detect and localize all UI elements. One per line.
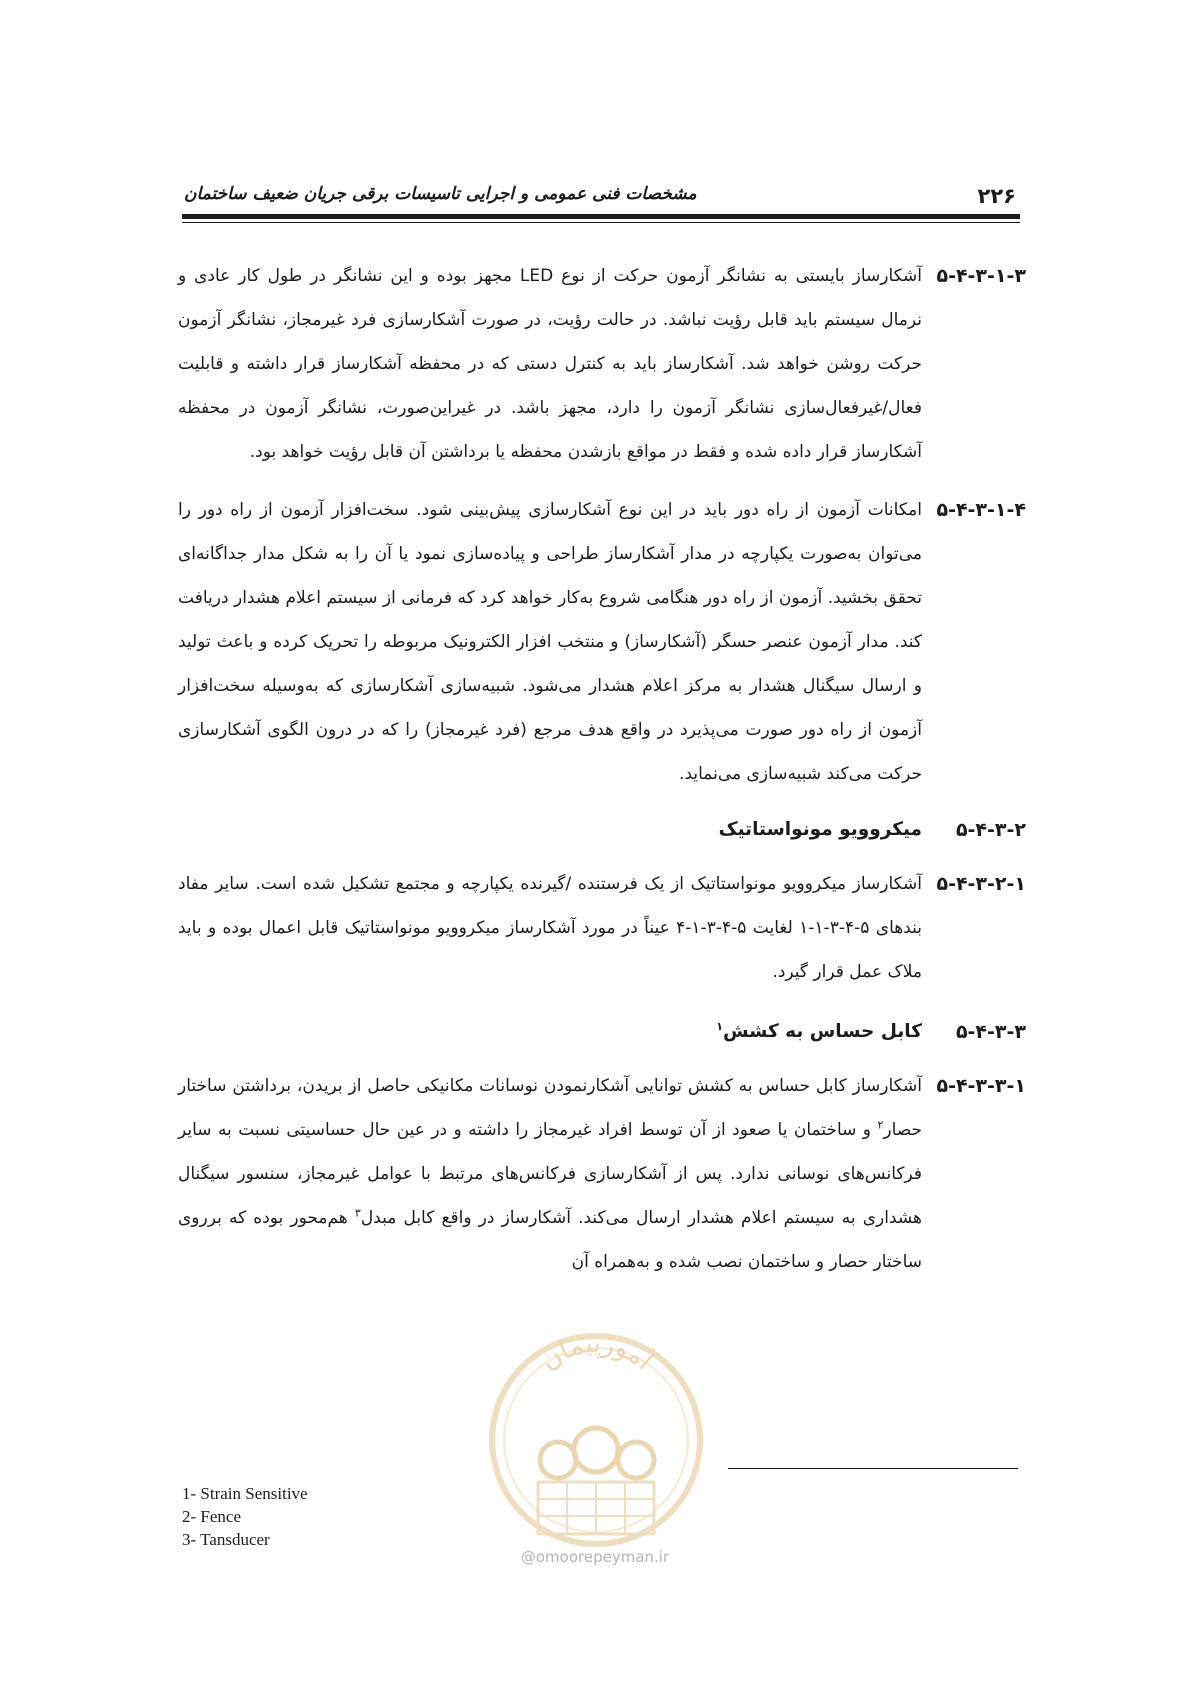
footnote-2: 2- Fence xyxy=(182,1507,242,1526)
section-number: ۵-۴-۳-۳ xyxy=(955,1021,1026,1043)
section-number: ۵-۴-۳-۱-۳ xyxy=(936,265,1026,287)
section-paragraph: آشکارساز بایستی به نشانگر آزمون حرکت از نوع LED مجهز بوده و این نشانگر در طول کار عادی و نرمال سیستم باید قابل رؤیت نباشد. در حالت رؤیت، در صورت آشکارسازی فرد غیرمجاز، نشانگر آزمون حرکت روشن خواهد شد. آشکارساز باید به کنترل دستی که در محفظه آشکارساز قرار داشته و قابلیت فعال/غیرفعال‌سازی نشانگر آزمون را دارد، مجهز باشد. در غیراین‌صورت، نشانگر آزمون در محفظه آشکارساز قرار داده شده و فقط در مواقع بازشدن محفظه یا برداشتن آن قابل رؤیت خواهد بود. xyxy=(178,266,922,462)
footnote-3: 3- Tansducer xyxy=(182,1530,270,1549)
section-number: ۵-۴-۳-۱-۴ xyxy=(936,499,1026,521)
header-rule-thick xyxy=(182,214,1020,219)
section-heading xyxy=(178,1010,922,1054)
running-title: مشخصات فنی عمومی و اجرایی تاسیسات برقی جریان ضعیف ساختمان xyxy=(184,184,697,204)
footnotes xyxy=(182,1482,482,1551)
footnote-rule xyxy=(728,1468,1018,1469)
running-header xyxy=(182,178,1020,214)
heading-text: کابل حساس به کشش xyxy=(722,1021,922,1042)
watermark-url xyxy=(470,1548,720,1566)
section-5-4-3-1-3 xyxy=(178,254,1026,474)
section-5-4-3-3 xyxy=(178,1010,1026,1054)
section-paragraph xyxy=(178,1064,922,1284)
section-paragraph: امکانات آزمون از راه دور باید در این نوع آشکارسازی پیش‌بینی شود. سخت‌افزار آزمون از راه دور را می‌توان به‌صورت یکپارچه در مدار آشکارساز طراحی و پیاده‌سازی نمود یا آن را به شکل مدار جداگانه‌ای تحقق بخشید. آزمون از راه دور هنگامی شروع به‌کار خواهد کرد که فرمانی از سیستم اعلام هشدار دریافت کند. مدار آزمون عنصر حسگر (آشکارساز) و منتخب افزار الکترونیک مربوطه را تحریک کرده و باعث تولید و ارسال سیگنال هشدار به مرکز اعلام هشدار می‌شود. شبیه‌سازی آشکارسازی که به‌وسیله سخت‌افزار آزمون از راه دور صورت می‌پذیرد در واقع هدف مرجع (فرد غیرمجاز) را که در درون الگوی آشکارسازی حرکت می‌کند شبیه‌سازی می‌نماید. xyxy=(178,500,922,784)
section-5-4-3-3-1 xyxy=(178,1064,1026,1284)
footnote-1: 1- Strain Sensitive xyxy=(182,1484,308,1503)
section-5-4-3-2-1 xyxy=(178,862,1026,994)
section-number: ۵-۴-۳-۲-۱ xyxy=(936,873,1026,895)
section-paragraph: آشکارساز میکروویو مونواستاتیک از یک فرستنده /گیرنده یکپارچه و مجتمع تشکیل شده است. سایر مفاد بندهای ۵-۴-۳-۱-۱ لغایت ۵-۴-۳-۱-۴ عیناً در مورد آشکارساز میکروویو مونواستاتیک قابل اعمال بوده و باید ملاک عمل قرار گیرد. xyxy=(178,874,922,982)
page-number: ۲۲۶ xyxy=(977,184,1016,208)
paragraph-text: آشکارساز کابل حساس به کشش توانایی آشکارنمودن نوسانات مکانیکی حاصل از بریدن، برداشتن ساختار حصار xyxy=(178,1076,922,1140)
section-heading: میکروویو مونواستاتیک xyxy=(718,819,922,840)
watermark-url-text: omoorepeyman.ir xyxy=(535,1548,670,1566)
section-5-4-3-1-4 xyxy=(178,488,1026,796)
footnote-ref: ۳ xyxy=(354,1206,361,1220)
section-number: ۵-۴-۳-۲ xyxy=(955,819,1026,841)
watermark-brand-text: آمورپیمان xyxy=(534,1328,659,1377)
footnote-ref: ۱ xyxy=(716,1019,723,1033)
body-content xyxy=(178,254,1026,1284)
header-rule-thin xyxy=(182,222,1020,223)
paragraph-text: هم‌محور بوده که برروی ساختار حصار و ساختمان نصب شده و به‌همراه آن xyxy=(178,1208,922,1272)
section-number: ۵-۴-۳-۳-۱ xyxy=(936,1075,1026,1097)
footnote-ref: ۲ xyxy=(877,1118,884,1132)
at-icon: @ xyxy=(520,1548,536,1566)
paragraph-text: و ساختمان یا صعود از آن توسط افراد غیرمجاز را داشته و در عین حال حساسیتی نسبت به سایر فرکانس‌های نوسانی ندارد. پس از آشکارسازی فرکانس‌های مرتبط با عوامل غیرمجاز، سنسور سیگنال هشداری به سیستم اعلام هشدار ارسال می‌کند. آشکارساز در واقع کابل مبدل xyxy=(178,1120,923,1228)
section-5-4-3-2 xyxy=(178,808,1026,852)
watermark-logo xyxy=(476,1310,716,1580)
